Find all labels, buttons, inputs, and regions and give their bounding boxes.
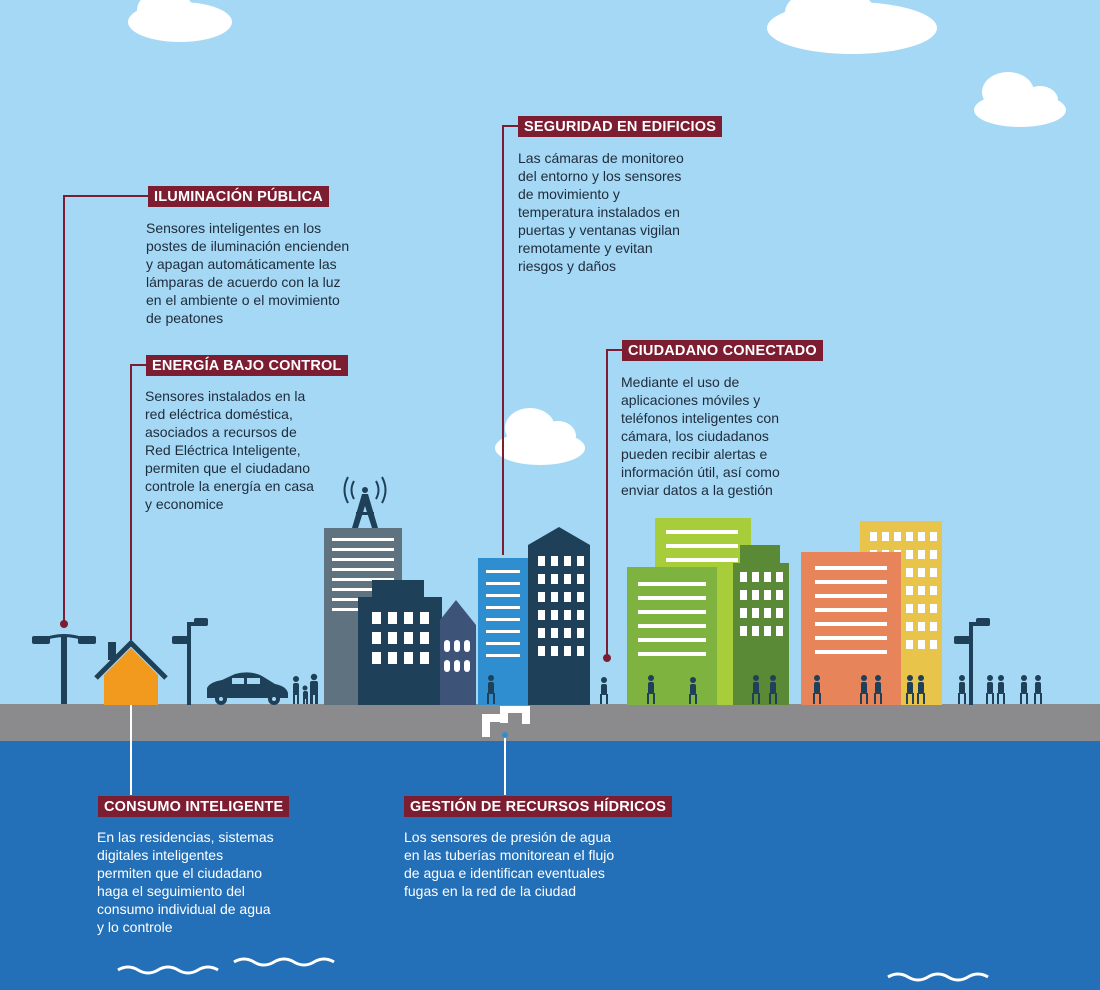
seguridad-edificios-text: Las cámaras de monitoreo del entorno y los sensores de movimiento y temperatura instalados en puertas y ventanas vigilan remotamente y evitan riesgos y daños	[518, 150, 684, 274]
gestion-recursos-hidricos-text: Los sensores de presión de agua en las tuberías monitorean el flujo de agua e identifican eventuales fugas en la red de la ciudad	[404, 829, 615, 899]
building-navy	[358, 580, 442, 705]
road	[0, 704, 1100, 741]
gestion-recursos-hidricos-title: GESTIÓN DE RECURSOS HÍDRICOS	[404, 796, 672, 817]
energia-bajo-control-text: Sensores instalados en la red eléctrica doméstica, asociados a recursos de Red Eléctrica Inteligente, permiten que el ciudadano controle la energía en casa y economice	[145, 388, 314, 512]
building-blue	[478, 558, 528, 705]
ciudadano-conectado-text: Mediante el uso de aplicaciones móviles y teléfonos inteligentes con cámara, los ciudadanos pueden recibir alertas e información útil, así como enviar datos a la gestión	[621, 374, 780, 498]
seguridad-edificios-title: SEGURIDAD EN EDIFICIOS	[518, 116, 722, 137]
consumo-inteligente-text: En las residencias, sistemas digitales inteligentes permiten que el ciudadano haga el seguimiento del consumo individual de agua y lo controle	[97, 829, 274, 935]
energia-bajo-control-title: ENERGÍA BAJO CONTROL	[146, 355, 348, 376]
ciudadano-conectado-title: CIUDADANO CONECTADO	[622, 340, 823, 361]
building-darkgreen	[733, 545, 789, 705]
building-navy-tall	[528, 527, 590, 705]
iluminacion-publica-text: Sensores inteligentes en los postes de iluminación encienden y apagan automáticamente las lámparas de acuerdo con la luz en el ambiente o el movimiento de peatones	[146, 220, 350, 326]
iluminacion-publica-title: ILUMINACIÓN PÚBLICA	[148, 186, 329, 207]
building-green	[627, 567, 717, 705]
consumo-inteligente-title: CONSUMO INTELIGENTE	[98, 796, 289, 817]
